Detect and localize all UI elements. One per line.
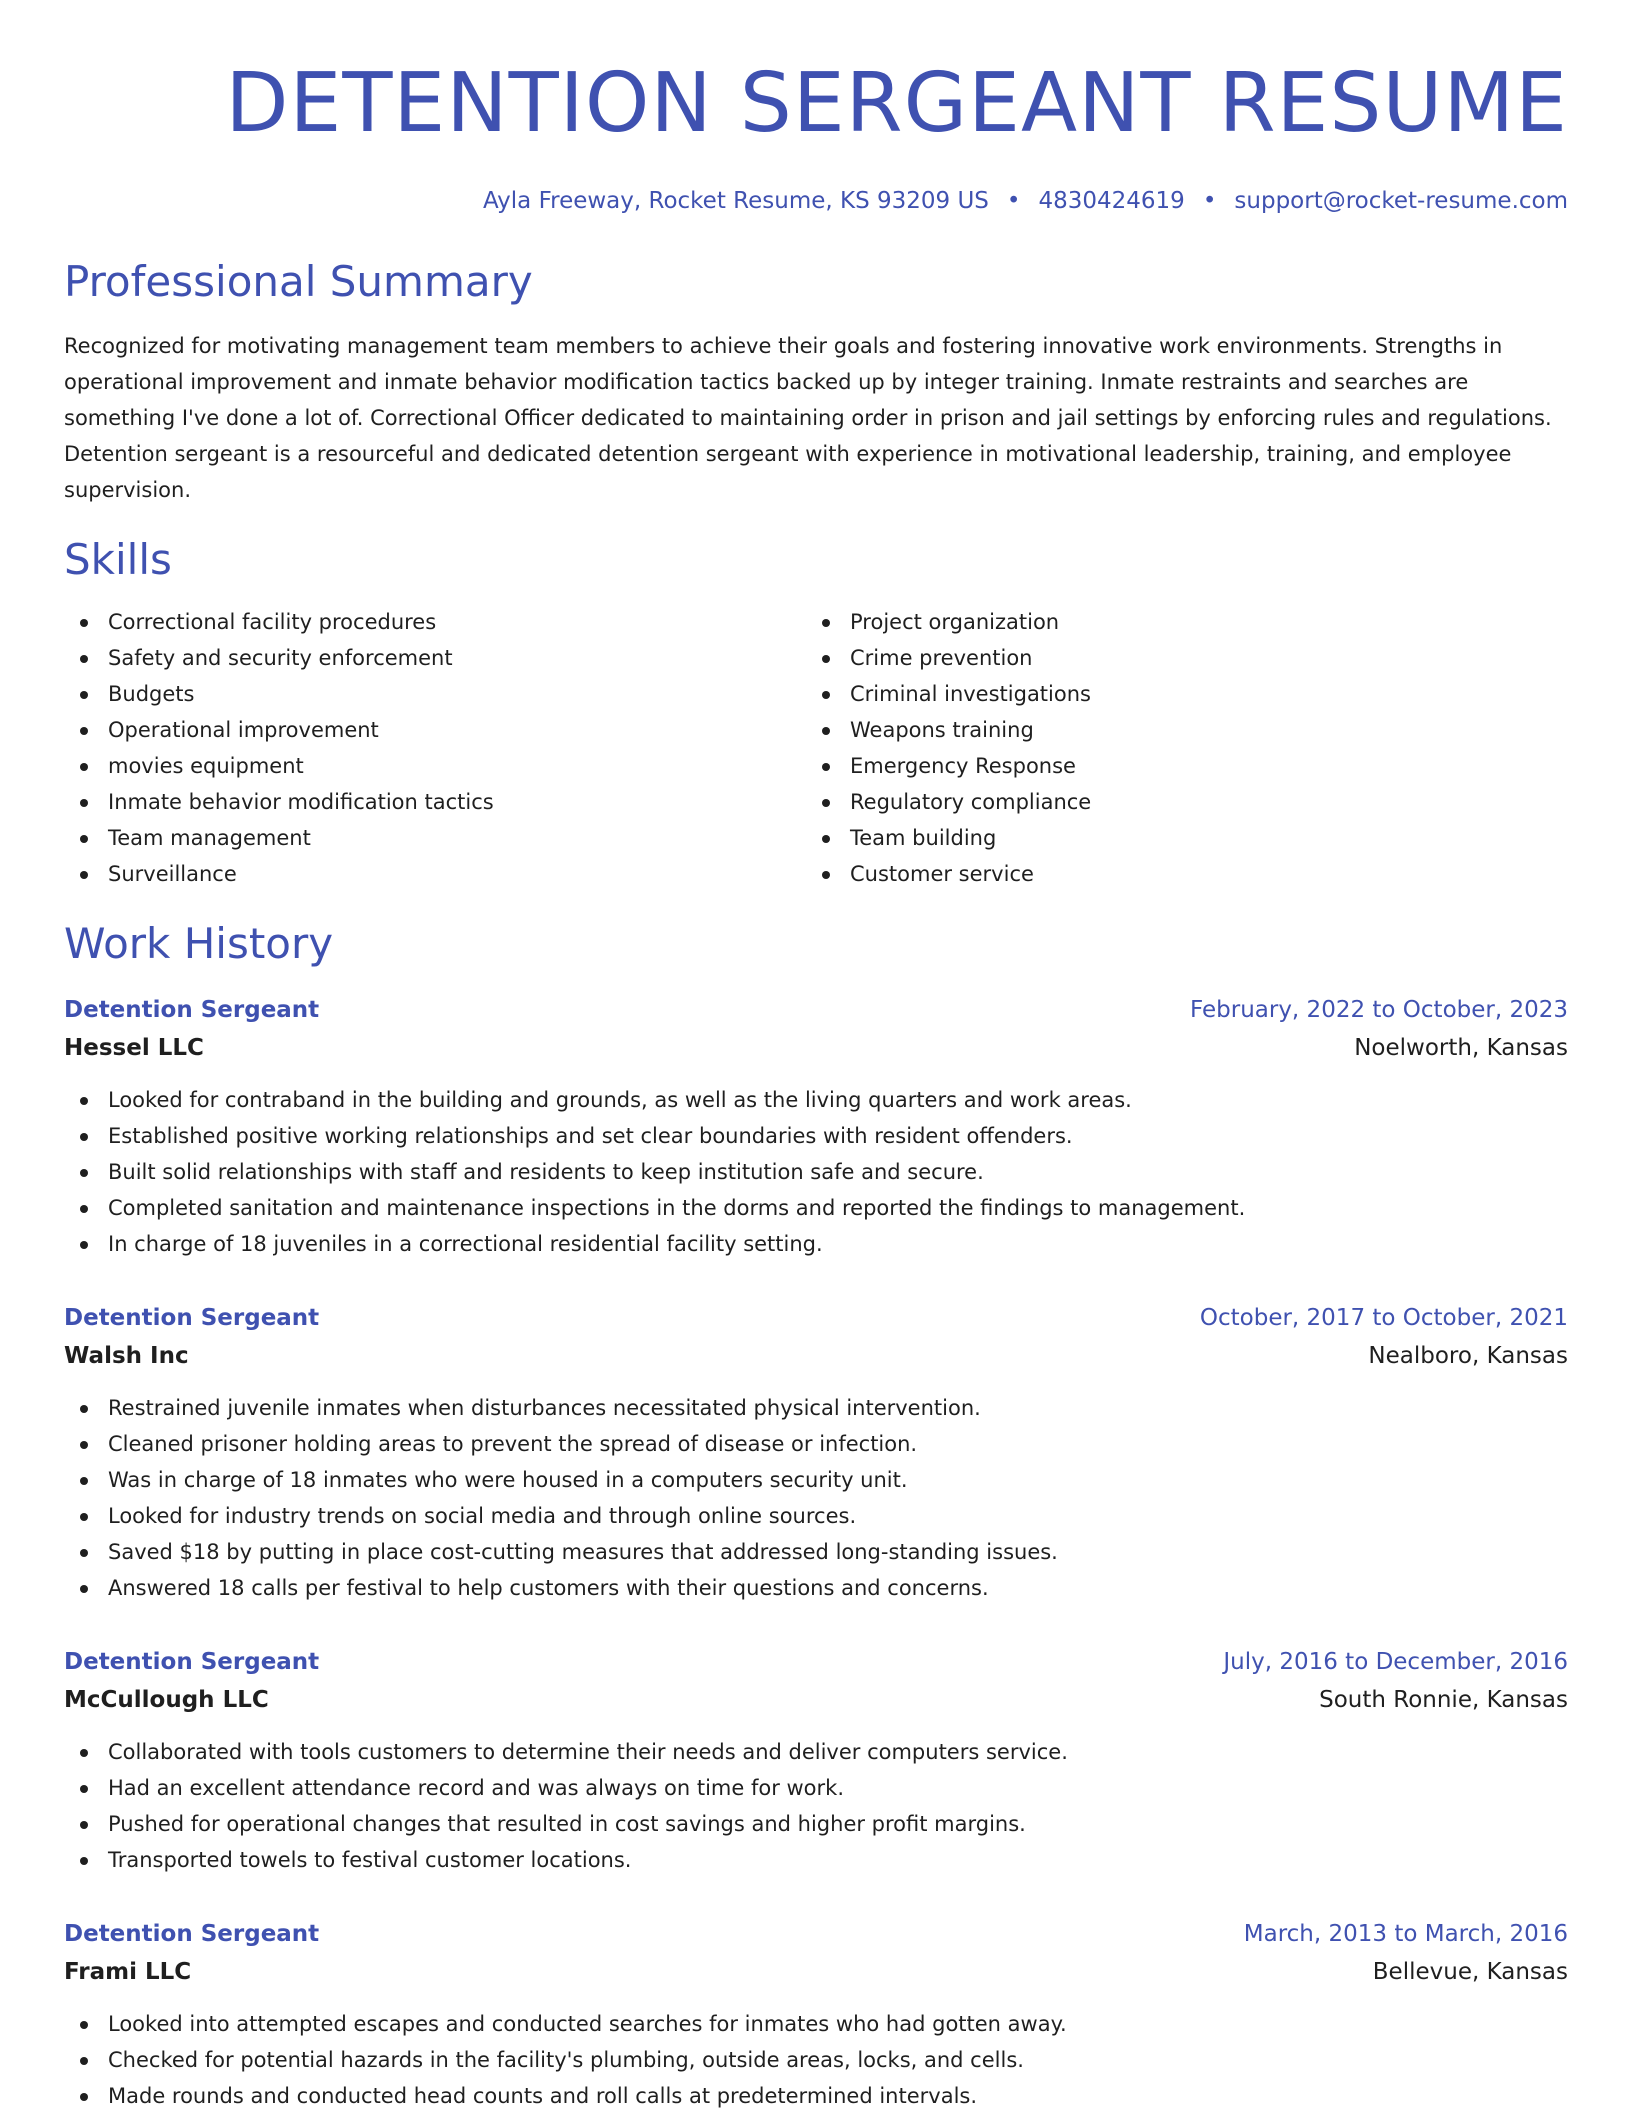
job-title: Detention Sergeant (64, 997, 320, 1023)
job-bullet: Looked for contraband in the building and grounds, as well as the living quarters and work areas. (64, 1082, 1568, 1118)
skills-column-left (64, 604, 806, 892)
job-location: South Ronnie, Kansas (1319, 1687, 1568, 1713)
skill-item: Budgets (64, 676, 806, 712)
section-title-professional-summary: Professional Summary (64, 257, 533, 306)
skill-item: Team building (806, 820, 1548, 856)
job-subheader (64, 1680, 1568, 1720)
job-bullet: Made rounds and conducted head counts and roll calls at predetermined intervals. (64, 2078, 1568, 2114)
job-entry (64, 1300, 1568, 1606)
job-bullet: Looked for industry trends on social media and through online sources. (64, 1498, 1568, 1534)
skill-item: Customer service (806, 856, 1548, 892)
job-header (64, 1644, 1568, 1680)
skill-item: Criminal investigations (806, 676, 1548, 712)
job-bullet: Restrained juvenile inmates when disturbances necessitated physical intervention. (64, 1390, 1568, 1426)
contact-phone: 4830424619 (1038, 188, 1185, 214)
job-bullet: Saved $18 by putting in place cost-cutting measures that addressed long-standing issues. (64, 1534, 1568, 1570)
job-location: Nealboro, Kansas (1368, 1343, 1568, 1369)
job-company: McCullough LLC (64, 1687, 269, 1713)
job-bullet: Looked into attempted escapes and conducted searches for inmates who had gotten away. (64, 2006, 1568, 2042)
contact-address: Ayla Freeway, Rocket Resume, KS 93209 US (482, 188, 989, 214)
job-company: Hessel LLC (64, 1035, 204, 1061)
job-dates: February, 2022 to October, 2023 (1190, 997, 1568, 1023)
contact-separator: • (1202, 188, 1217, 214)
job-company: Frami LLC (64, 1959, 192, 1985)
job-subheader (64, 1952, 1568, 1992)
job-dates: March, 2013 to March, 2016 (1243, 1921, 1568, 1947)
job-bullets (64, 2006, 1568, 2114)
job-location: Noelworth, Kansas (1354, 1035, 1568, 1061)
job-bullets (64, 1082, 1568, 1262)
job-bullet: Built solid relationships with staff and residents to keep institution safe and secure. (64, 1154, 1568, 1190)
job-bullet: Established positive working relationships and set clear boundaries with resident offenders. (64, 1118, 1568, 1154)
skill-item: Safety and security enforcement (64, 640, 806, 676)
skills-column-right (806, 604, 1548, 892)
job-entry (64, 1644, 1568, 1878)
page-title: DETENTION SERGEANT RESUME (225, 56, 1568, 151)
contact-email: support@rocket-resume.com (1234, 188, 1568, 214)
skill-item: Team management (64, 820, 806, 856)
contact-separator: • (1006, 188, 1021, 214)
job-header (64, 1300, 1568, 1336)
job-entry (64, 1916, 1568, 2114)
job-title: Detention Sergeant (64, 1305, 320, 1331)
skill-item: Regulatory compliance (806, 784, 1548, 820)
summary-text: Recognized for motivating management team members to achieve their goals and fostering innovative work environments. Strengths in operational improvement and inmate behavior modification tactics backed up by integer training. Inmate restraints and searches are something I've done a lot of. Correctional Officer dedicated to maintaining order in prison and jail settings by enforcing rules and regulations. Detention sergeant is a resourceful and dedicated detention sergeant with experience in motivational leadership, training, and employee supervision. (64, 334, 1552, 502)
job-subheader (64, 1028, 1568, 1068)
job-bullets (64, 1390, 1568, 1606)
job-header (64, 992, 1568, 1028)
skill-item: Inmate behavior modification tactics (64, 784, 806, 820)
job-location: Bellevue, Kansas (1372, 1959, 1568, 1985)
job-bullet: Pushed for operational changes that resulted in cost savings and higher profit margins. (64, 1806, 1568, 1842)
job-header (64, 1916, 1568, 1952)
job-title: Detention Sergeant (64, 1649, 320, 1675)
job-bullet: Transported towels to festival customer locations. (64, 1842, 1568, 1878)
job-bullet: Collaborated with tools customers to determine their needs and deliver computers service. (64, 1734, 1568, 1770)
job-dates: October, 2017 to October, 2021 (1199, 1305, 1568, 1331)
section-title-skills: Skills (64, 535, 172, 584)
resume-page (64, 0, 1568, 2114)
job-bullet: Was in charge of 18 inmates who were housed in a computers security unit. (64, 1462, 1568, 1498)
contact-line (64, 186, 1568, 216)
job-bullet: Checked for potential hazards in the facility's plumbing, outside areas, locks, and cells. (64, 2042, 1568, 2078)
job-bullet: In charge of 18 juveniles in a correctional residential facility setting. (64, 1226, 1568, 1262)
skill-item: Operational improvement (64, 712, 806, 748)
section-title-work-history: Work History (64, 919, 334, 968)
skill-item: Weapons training (806, 712, 1548, 748)
skill-item: Surveillance (64, 856, 806, 892)
skill-item: Crime prevention (806, 640, 1548, 676)
job-bullets (64, 1734, 1568, 1878)
job-bullet: Cleaned prisoner holding areas to prevent the spread of disease or infection. (64, 1426, 1568, 1462)
job-bullet: Completed sanitation and maintenance inspections in the dorms and reported the findings to management. (64, 1190, 1568, 1226)
job-entry (64, 992, 1568, 1262)
job-title: Detention Sergeant (64, 1921, 320, 1947)
job-bullet: Answered 18 calls per festival to help customers with their questions and concerns. (64, 1570, 1568, 1606)
job-subheader (64, 1336, 1568, 1376)
skill-item: Emergency Response (806, 748, 1548, 784)
job-company: Walsh Inc (64, 1343, 189, 1369)
job-bullet: Had an excellent attendance record and was always on time for work. (64, 1770, 1568, 1806)
skill-item: Project organization (806, 604, 1548, 640)
skills-list (64, 604, 1568, 892)
skill-item: Correctional facility procedures (64, 604, 806, 640)
job-dates: July, 2016 to December, 2016 (1223, 1649, 1568, 1675)
skill-item: movies equipment (64, 748, 806, 784)
